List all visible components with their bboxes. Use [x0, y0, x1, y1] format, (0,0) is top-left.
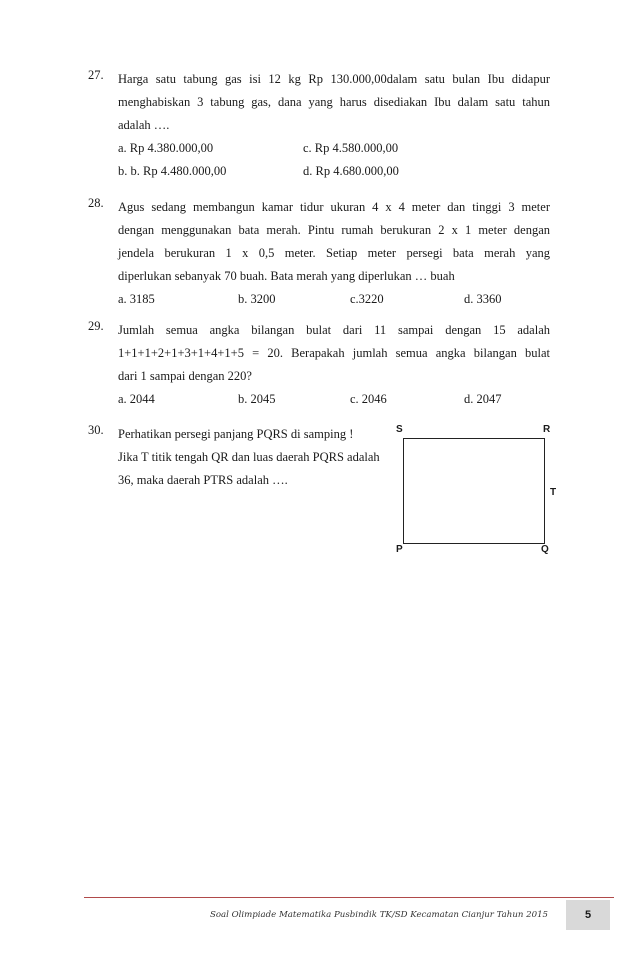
question-text-line: Jumlah semua angka bilangan bulat dari 11 sampai dengan 15 adalah: [118, 323, 550, 337]
question-body: [118, 68, 550, 183]
question-text-line: Agus sedang membangun kamar tidur ukuran 4 x 4 meter dan tinggi 3 meter: [118, 200, 550, 214]
footer-divider: [84, 897, 614, 898]
option-b: b. b. Rp 4.480.000,00: [118, 164, 227, 178]
rectangle-pqrs-figure: [396, 424, 566, 558]
vertex-label-p: P: [396, 544, 403, 555]
footer-text: Soal Olimpiade Matematika Pusbindik TK/SD Kecamatan Cianjur Tahun 2015: [209, 910, 548, 920]
page-number: 5: [566, 900, 610, 930]
option-a: a. 2044: [118, 392, 155, 406]
question-text-line: jendela berukuran 1 x 0,5 meter. Setiap meter persegi bata merah yang: [118, 246, 550, 260]
question-number: 29.: [88, 319, 104, 333]
option-d: d. 3360: [464, 292, 502, 306]
option-a: a. Rp 4.380.000,00: [118, 141, 214, 155]
question-text-line: menghabiskan 3 tabung gas, dana yang harus disediakan Ibu dalam satu tahun: [118, 95, 550, 109]
question-number: 30.: [88, 423, 104, 437]
question-text-line: Harga satu tabung gas isi 12 kg Rp 130.000,00dalam satu bulan Ibu didapur: [118, 72, 550, 86]
question-body: [118, 423, 398, 492]
option-d: d. Rp 4.680.000,00: [303, 164, 399, 178]
question-text-line: Perhatikan persegi panjang PQRS di samping !: [118, 427, 354, 441]
answer-options: [118, 288, 550, 311]
rectangle-pqrs: [403, 438, 545, 544]
option-c: c.3220: [350, 292, 384, 306]
question-text-line: adalah ….: [118, 118, 170, 132]
question-text-line: 1+1+1+2+1+3+1+4+1+5 = 20. Berapakah jumlah semua angka bilangan bulat: [118, 346, 550, 360]
question-body: [118, 319, 550, 411]
question-number: 27.: [88, 68, 104, 82]
question-text-line: Jika T titik tengah QR dan luas daerah PQRS adalah: [118, 450, 380, 464]
vertex-label-r: R: [543, 424, 551, 435]
vertex-label-s: S: [396, 424, 403, 435]
option-b: b. 2045: [238, 392, 276, 406]
option-a: a. 3185: [118, 292, 155, 306]
question-27: [88, 68, 550, 186]
question-text-line: 36, maka daerah PTRS adalah ….: [118, 473, 288, 487]
answer-options: [118, 388, 550, 411]
question-28: [88, 196, 550, 314]
question-30: [88, 423, 398, 495]
question-number: 28.: [88, 196, 104, 210]
answer-options: [118, 137, 550, 160]
midpoint-label-t: T: [550, 487, 557, 498]
option-c: c. Rp 4.580.000,00: [303, 141, 399, 155]
question-body: [118, 196, 550, 311]
question-text-line: diperlukan sebanyak 70 buah. Bata merah yang diperlukan … buah: [118, 269, 455, 283]
question-text-line: dari 1 sampai dengan 220?: [118, 369, 252, 383]
question-text-line: dengan menggunakan bata merah. Pintu rumah berukuran 2 x 1 meter dengan: [118, 223, 550, 237]
option-b: b. 3200: [238, 292, 276, 306]
vertex-label-q: Q: [541, 544, 549, 555]
option-d: d. 2047: [464, 392, 502, 406]
question-29: [88, 319, 550, 414]
answer-options: [118, 160, 550, 183]
option-c: c. 2046: [350, 392, 387, 406]
